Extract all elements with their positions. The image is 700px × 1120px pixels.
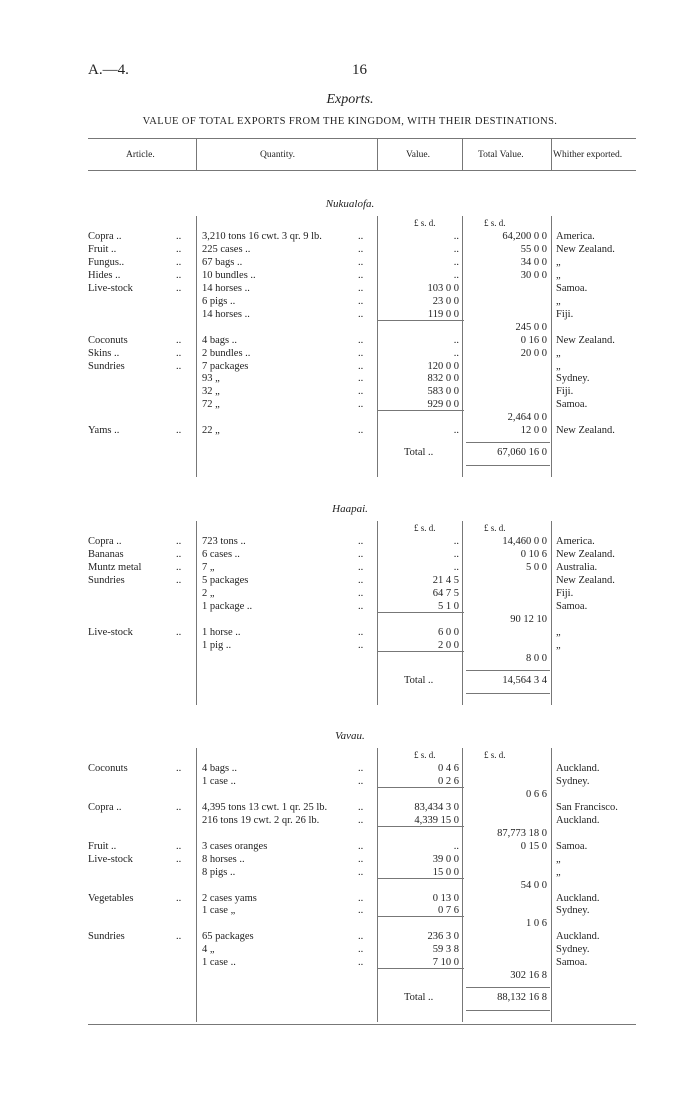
- leader-dots: ..: [176, 626, 182, 638]
- destination-cell: America.: [556, 536, 595, 547]
- leader-dots: ..: [176, 931, 182, 943]
- quantity-cell: 72 „: [202, 399, 220, 411]
- article-cell: Copra ..: [88, 536, 122, 547]
- table-row: [0, 801, 700, 814]
- total-value-cell: 14,460 0 0: [502, 536, 547, 547]
- total-value-cell: 30 0 0: [520, 269, 547, 281]
- total-value-cell: 34 0 0: [520, 256, 547, 268]
- table-row: [0, 930, 700, 943]
- destination-cell: Sydney.: [556, 775, 590, 787]
- total-value-cell: 0 10 6: [520, 548, 547, 560]
- table-row: [0, 853, 700, 866]
- destination-cell: New Zealand.: [556, 243, 615, 255]
- leader-dots: ..: [358, 814, 364, 826]
- value-cell: ..: [453, 425, 459, 437]
- page-title: Exports.: [326, 92, 374, 107]
- subtotal-rule: [378, 968, 464, 969]
- table-row: [0, 639, 700, 652]
- quantity-cell: 1 case ..: [202, 775, 236, 787]
- quantity-cell: 32 „: [202, 386, 220, 398]
- leader-dots: ..: [358, 574, 364, 586]
- destination-cell: „: [556, 866, 561, 878]
- table-row: [0, 230, 700, 243]
- table-row: [0, 762, 700, 775]
- value-cell: 929 0 0: [427, 399, 459, 411]
- quantity-cell: 1 package ..: [202, 600, 253, 612]
- total-rule: [466, 442, 550, 443]
- leader-dots: ..: [176, 574, 182, 586]
- table-subtitle: VALUE OF TOTAL EXPORTS FROM THE KINGDOM, WITH THEIR DESTINATIONS.: [142, 116, 558, 127]
- leader-dots: ..: [358, 944, 364, 956]
- table-row: [0, 411, 700, 424]
- value-cell: ..: [453, 548, 459, 560]
- value-cell: 7 10 0: [432, 957, 459, 969]
- column-header-value: Value.: [406, 150, 431, 160]
- leader-dots: ..: [358, 639, 364, 651]
- section-title: Vavau.: [335, 730, 365, 742]
- total-label: Total ..: [404, 992, 434, 1004]
- table-row: [0, 548, 700, 561]
- table-row: [0, 969, 700, 982]
- page-number: 16: [352, 62, 367, 78]
- table-row: [0, 561, 700, 574]
- article-cell: Fungus..: [88, 256, 125, 268]
- leader-dots: ..: [176, 853, 182, 865]
- leader-dots: ..: [176, 256, 182, 268]
- value-cell: 15 0 0: [432, 866, 459, 878]
- total-value-cell: 245 0 0: [515, 321, 547, 333]
- value-cell: 103 0 0: [427, 282, 459, 294]
- value-cell: 832 0 0: [427, 373, 459, 385]
- total-rule: [466, 670, 550, 671]
- leader-dots: ..: [358, 957, 364, 969]
- leader-dots: ..: [176, 334, 182, 346]
- leader-dots: ..: [358, 308, 364, 320]
- leader-dots: ..: [358, 295, 364, 307]
- table-row: [0, 347, 700, 360]
- destination-cell: „: [556, 853, 561, 865]
- article-cell: Live-stock: [88, 282, 133, 294]
- column-header-total: Total Value.: [478, 150, 524, 160]
- leader-dots: ..: [358, 626, 364, 638]
- total-value-cell: 1 0 6: [526, 918, 547, 930]
- table-row: [0, 282, 700, 295]
- leader-dots: ..: [358, 905, 364, 917]
- total-bottom-rule: [466, 465, 550, 466]
- value-cell: 6 0 0: [438, 626, 459, 638]
- value-cell: 23 0 0: [432, 295, 459, 307]
- total-rule: [466, 987, 550, 988]
- total-units-label: £ s. d.: [484, 523, 506, 533]
- total-value-cell: 0 6 6: [526, 788, 547, 800]
- subtotal-rule: [378, 410, 464, 411]
- header-column-rule: [196, 138, 197, 170]
- leader-dots: ..: [358, 801, 364, 813]
- quantity-cell: 14 horses ..: [202, 308, 250, 320]
- column-rule: [462, 216, 463, 477]
- article-cell: Fruit ..: [88, 243, 117, 255]
- value-cell: 0 13 0: [432, 892, 459, 904]
- column-rule: [377, 521, 378, 705]
- leader-dots: ..: [176, 840, 182, 852]
- article-cell: Live-stock: [88, 853, 133, 865]
- value-cell: 39 0 0: [432, 853, 459, 865]
- leader-dots: ..: [358, 853, 364, 865]
- quantity-cell: 2 „: [202, 587, 215, 599]
- leader-dots: ..: [176, 269, 182, 281]
- value-cell: 583 0 0: [427, 386, 459, 398]
- table-bottom-rule: [88, 1024, 636, 1025]
- leader-dots: ..: [358, 866, 364, 878]
- destination-cell: „: [556, 626, 561, 638]
- destination-cell: Sydney.: [556, 905, 590, 917]
- table-row: [0, 652, 700, 665]
- quantity-cell: 4 bags ..: [202, 763, 237, 774]
- section-title: Nukualofa.: [325, 198, 375, 210]
- table-row: [0, 574, 700, 587]
- value-cell: 21 4 5: [432, 574, 459, 586]
- table-row: [0, 587, 700, 600]
- table-row: [0, 321, 700, 334]
- value-cell: 236 3 0: [427, 931, 459, 943]
- table-row: [0, 372, 700, 385]
- quantity-cell: 4 „: [202, 944, 215, 956]
- article-cell: Copra ..: [88, 231, 122, 242]
- destination-cell: Fiji.: [556, 386, 574, 398]
- total-value-cell: 55 0 0: [520, 243, 547, 255]
- article-cell: Fruit ..: [88, 840, 117, 852]
- table-row: [0, 917, 700, 930]
- quantity-cell: 7 packages: [202, 360, 249, 372]
- column-rule: [551, 748, 552, 1022]
- value-cell: ..: [453, 347, 459, 359]
- article-cell: Coconuts: [88, 334, 128, 346]
- quantity-cell: 67 bags ..: [202, 256, 243, 268]
- quantity-cell: 8 pigs ..: [202, 866, 236, 878]
- destination-cell: New Zealand.: [556, 425, 615, 437]
- table-row: [0, 840, 700, 853]
- value-cell: 83,434 3 0: [414, 801, 459, 813]
- destination-cell: Sydney.: [556, 373, 590, 385]
- table-row: [0, 256, 700, 269]
- subtotal-rule: [378, 787, 464, 788]
- article-cell: Sundries: [88, 360, 125, 372]
- leader-dots: ..: [358, 282, 364, 294]
- value-cell: 4,339 15 0: [414, 814, 459, 826]
- subtotal-rule: [378, 916, 464, 917]
- subtotal-rule: [378, 651, 464, 652]
- value-cell: ..: [453, 561, 459, 573]
- table-row: [0, 879, 700, 892]
- quantity-cell: 93 „: [202, 373, 220, 385]
- leader-dots: ..: [358, 231, 364, 242]
- value-cell: 0 7 6: [438, 905, 459, 917]
- table-row: [0, 334, 700, 347]
- quantity-cell: 6 cases ..: [202, 548, 240, 560]
- table-row: [0, 308, 700, 321]
- table-row: [0, 814, 700, 827]
- total-label: Total ..: [404, 674, 434, 686]
- column-rule: [462, 748, 463, 1022]
- column-rule: [196, 748, 197, 1022]
- leader-dots: ..: [358, 269, 364, 281]
- destination-cell: Australia.: [556, 561, 598, 573]
- destination-cell: „: [556, 639, 561, 651]
- destination-cell: Auckland.: [556, 892, 600, 904]
- article-cell: Skins ..: [88, 347, 120, 359]
- article-cell: Bananas: [88, 548, 124, 560]
- leader-dots: ..: [358, 600, 364, 612]
- value-cell: ..: [453, 243, 459, 255]
- table-row: [0, 904, 700, 917]
- value-cell: ..: [453, 256, 459, 268]
- quantity-cell: 1 case ..: [202, 957, 236, 969]
- destination-cell: Sydney.: [556, 944, 590, 956]
- destination-cell: „: [556, 295, 561, 307]
- leader-dots: ..: [176, 561, 182, 573]
- column-rule: [377, 216, 378, 477]
- section-title: Haapai.: [332, 503, 368, 515]
- destination-cell: Auckland.: [556, 814, 600, 826]
- destination-cell: „: [556, 360, 561, 372]
- subtotal-rule: [378, 826, 464, 827]
- leader-dots: ..: [176, 347, 182, 359]
- quantity-cell: 1 horse ..: [202, 626, 241, 638]
- destination-cell: New Zealand.: [556, 334, 615, 346]
- column-rule: [462, 521, 463, 705]
- value-units-label: £ s. d.: [414, 218, 436, 228]
- value-cell: ..: [453, 840, 459, 852]
- total-value-cell: 87,773 18 0: [497, 827, 547, 839]
- value-cell: 0 4 6: [438, 763, 459, 774]
- column-header-quantity: Quantity.: [260, 150, 296, 160]
- quantity-cell: 4,395 tons 13 cwt. 1 qr. 25 lb.: [202, 801, 328, 813]
- table-row: [0, 424, 700, 437]
- article-cell: Muntz metal: [88, 561, 142, 573]
- leader-dots: ..: [176, 892, 182, 904]
- leader-dots: ..: [358, 931, 364, 943]
- leader-dots: ..: [176, 548, 182, 560]
- total-value-cell: 90 12 10: [510, 613, 547, 625]
- report-reference: A.—4.: [88, 62, 129, 78]
- leader-dots: ..: [358, 425, 364, 437]
- leader-dots: ..: [358, 763, 364, 774]
- table-row: [0, 788, 700, 801]
- quantity-cell: 1 case „: [202, 905, 236, 917]
- leader-dots: ..: [358, 386, 364, 398]
- leader-dots: ..: [176, 231, 182, 242]
- quantity-cell: 225 cases ..: [202, 243, 251, 255]
- total-value-cell: 64,200 0 0: [502, 231, 547, 242]
- quantity-cell: 3,210 tons 16 cwt. 3 qr. 9 lb.: [202, 231, 322, 242]
- leader-dots: ..: [358, 334, 364, 346]
- table-row: [0, 600, 700, 613]
- table-row: [0, 626, 700, 639]
- table-row: [0, 398, 700, 411]
- section-total-value: 67,060 16 0: [497, 447, 547, 459]
- value-cell: ..: [453, 231, 459, 242]
- value-cell: ..: [453, 334, 459, 346]
- value-cell: ..: [453, 536, 459, 547]
- total-value-cell: 8 0 0: [526, 652, 547, 664]
- header-top-rule: [88, 138, 636, 139]
- table-row: [0, 269, 700, 282]
- table-row: [0, 827, 700, 840]
- table-row: [0, 295, 700, 308]
- article-cell: Hides ..: [88, 269, 121, 281]
- table-row: [0, 360, 700, 373]
- value-cell: 5 1 0: [438, 600, 459, 612]
- quantity-cell: 216 tons 19 cwt. 2 qr. 26 lb.: [202, 814, 320, 826]
- destination-cell: America.: [556, 231, 595, 242]
- leader-dots: ..: [176, 536, 182, 547]
- destination-cell: Samoa.: [556, 399, 588, 411]
- leader-dots: ..: [358, 256, 364, 268]
- article-cell: Copra ..: [88, 801, 122, 813]
- header-column-rule: [551, 138, 552, 170]
- quantity-cell: 22 „: [202, 425, 220, 437]
- quantity-cell: 65 packages: [202, 931, 254, 943]
- total-label: Total ..: [404, 447, 434, 459]
- total-value-cell: 5 0 0: [526, 561, 547, 573]
- subtotal-rule: [378, 320, 464, 321]
- quantity-cell: 5 packages: [202, 574, 249, 586]
- table-row: [0, 385, 700, 398]
- destination-cell: Samoa.: [556, 282, 588, 294]
- column-header-article: Article.: [126, 150, 155, 160]
- destination-cell: Auckland.: [556, 763, 600, 774]
- table-row: [0, 866, 700, 879]
- leader-dots: ..: [176, 243, 182, 255]
- value-units-label: £ s. d.: [414, 750, 436, 760]
- quantity-cell: 7 „: [202, 561, 215, 573]
- destination-cell: Fiji.: [556, 308, 574, 320]
- value-cell: 119 0 0: [427, 308, 459, 320]
- table-row: [0, 956, 700, 969]
- section-total-value: 14,564 3 4: [502, 674, 547, 686]
- value-cell: ..: [453, 269, 459, 281]
- quantity-cell: 2 bundles ..: [202, 347, 251, 359]
- total-value-cell: 0 15 0: [520, 840, 547, 852]
- article-cell: Yams ..: [88, 425, 120, 437]
- value-cell: 0 2 6: [438, 775, 459, 787]
- leader-dots: ..: [358, 892, 364, 904]
- total-value-cell: 2,464 0 0: [507, 412, 547, 424]
- destination-cell: Auckland.: [556, 931, 600, 943]
- value-cell: 64 7 5: [432, 587, 459, 599]
- table-row: [0, 535, 700, 548]
- total-value-cell: 302 16 8: [510, 970, 547, 982]
- leader-dots: ..: [358, 587, 364, 599]
- value-cell: 2 0 0: [438, 639, 459, 651]
- leader-dots: ..: [176, 282, 182, 294]
- destination-cell: San Francisco.: [556, 801, 618, 813]
- table-row: [0, 243, 700, 256]
- leader-dots: ..: [358, 840, 364, 852]
- subtotal-rule: [378, 878, 464, 879]
- value-cell: 59 3 8: [432, 944, 459, 956]
- total-value-cell: 0 16 0: [520, 334, 547, 346]
- table-row: [0, 943, 700, 956]
- column-rule: [377, 748, 378, 1022]
- column-header-whither: Whither exported.: [553, 150, 623, 160]
- leader-dots: ..: [358, 243, 364, 255]
- quantity-cell: 14 horses ..: [202, 282, 250, 294]
- leader-dots: ..: [176, 360, 182, 372]
- quantity-cell: 4 bags ..: [202, 334, 237, 346]
- article-cell: Sundries: [88, 931, 125, 943]
- destination-cell: „: [556, 269, 561, 281]
- total-units-label: £ s. d.: [484, 750, 506, 760]
- destination-cell: Samoa.: [556, 840, 588, 852]
- destination-cell: „: [556, 256, 561, 268]
- column-rule: [196, 216, 197, 477]
- leader-dots: ..: [358, 360, 364, 372]
- table-row: [0, 892, 700, 905]
- article-cell: Sundries: [88, 574, 125, 586]
- quantity-cell: 10 bundles ..: [202, 269, 256, 281]
- quantity-cell: 8 horses ..: [202, 853, 245, 865]
- header-column-rule: [462, 138, 463, 170]
- total-bottom-rule: [466, 1010, 550, 1011]
- leader-dots: ..: [358, 347, 364, 359]
- value-cell: 120 0 0: [427, 360, 459, 372]
- table-row: [0, 613, 700, 626]
- leader-dots: ..: [176, 801, 182, 813]
- leader-dots: ..: [358, 373, 364, 385]
- header-column-rule: [377, 138, 378, 170]
- destination-cell: „: [556, 347, 561, 359]
- total-units-label: £ s. d.: [484, 218, 506, 228]
- article-cell: Coconuts: [88, 763, 128, 774]
- quantity-cell: 723 tons ..: [202, 536, 246, 547]
- destination-cell: Fiji.: [556, 587, 574, 599]
- destination-cell: New Zealand.: [556, 574, 615, 586]
- total-value-cell: 20 0 0: [520, 347, 547, 359]
- column-rule: [196, 521, 197, 705]
- leader-dots: ..: [176, 763, 182, 774]
- destination-cell: Samoa.: [556, 957, 588, 969]
- table-row: [0, 775, 700, 788]
- leader-dots: ..: [358, 775, 364, 787]
- destination-cell: New Zealand.: [556, 548, 615, 560]
- leader-dots: ..: [358, 536, 364, 547]
- total-value-cell: 12 0 0: [520, 425, 547, 437]
- subtotal-rule: [378, 612, 464, 613]
- column-rule: [551, 216, 552, 477]
- quantity-cell: 1 pig ..: [202, 639, 232, 651]
- leader-dots: ..: [358, 399, 364, 411]
- column-rule: [551, 521, 552, 705]
- quantity-cell: 6 pigs ..: [202, 295, 236, 307]
- header-bottom-rule: [88, 170, 636, 171]
- destination-cell: Samoa.: [556, 600, 588, 612]
- value-units-label: £ s. d.: [414, 523, 436, 533]
- quantity-cell: 2 cases yams: [202, 892, 257, 904]
- total-bottom-rule: [466, 693, 550, 694]
- article-cell: Live-stock: [88, 626, 133, 638]
- article-cell: Vegetables: [88, 892, 134, 904]
- section-total-value: 88,132 16 8: [497, 992, 547, 1004]
- total-value-cell: 54 0 0: [520, 879, 547, 891]
- leader-dots: ..: [176, 425, 182, 437]
- leader-dots: ..: [358, 561, 364, 573]
- leader-dots: ..: [358, 548, 364, 560]
- quantity-cell: 3 cases oranges: [202, 840, 268, 852]
